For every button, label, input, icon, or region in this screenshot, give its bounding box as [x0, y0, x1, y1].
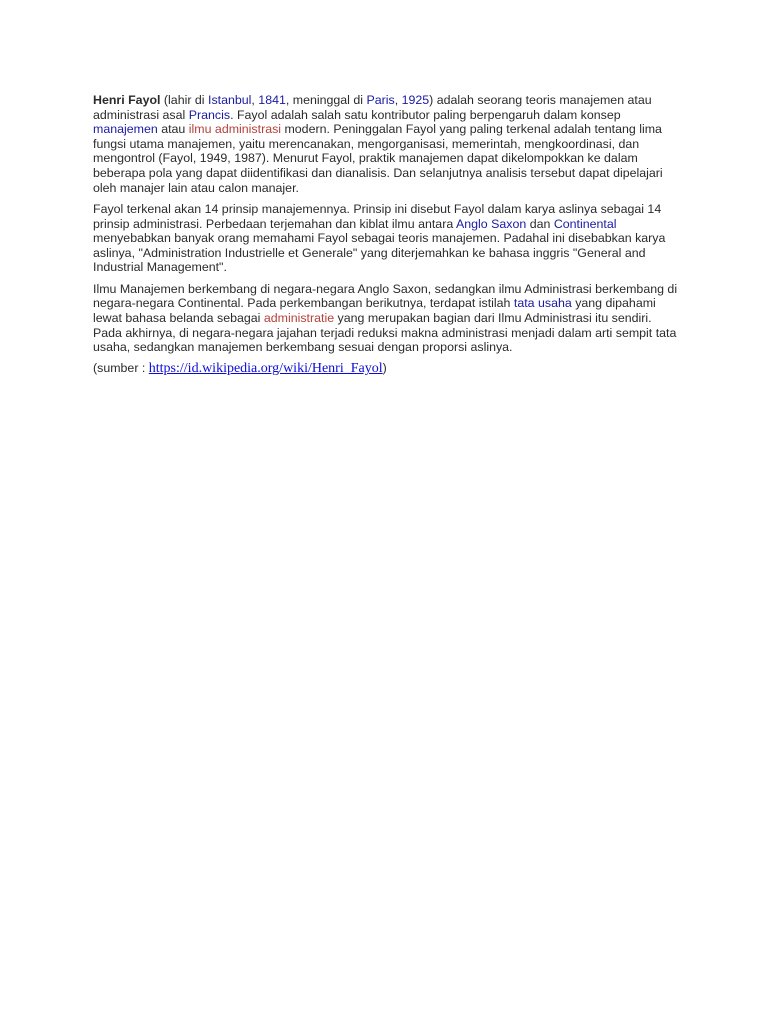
subject-name: Henri Fayol — [93, 93, 161, 107]
text-run: (lahir di — [160, 93, 208, 107]
text-run: atau — [157, 122, 189, 137]
text-run: Fayol terkenal akan 14 prinsip manajemennya. Prinsip ini disebut Fayol dalam karya aslinya sebagai 14 prinsip administrasi. Perbedaan terjemahan dan kiblat ilmu antara — [93, 201, 662, 231]
link-prancis[interactable]: Prancis — [188, 107, 231, 122]
text-run: menyebabkan banyak orang memahami Fayol sebagai teoris manajemen. Padahal ini disebabkan karya aslinya, "Administration Industrielle et Generale" yang diterjemahkan ke bahasa inggris "General and Industrial Management". — [93, 231, 666, 275]
link-tata-usaha[interactable]: tata usaha — [513, 296, 572, 311]
text-run: . Fayol adalah salah satu kontributor paling berpengaruh dalam konsep — [230, 107, 621, 122]
text-run: Ilmu Manajemen berkembang di negara-negara Anglo Saxon, sedangkan ilmu Administrasi berkembang di negara-negara Continental. Pada perkembangan berikutnya, terdapat istilah — [93, 281, 678, 311]
paragraph-1 — [93, 93, 683, 195]
link-paris[interactable]: Paris — [366, 93, 395, 107]
link-1925[interactable]: 1925 — [401, 93, 430, 107]
link-anglo-saxon[interactable]: Anglo Saxon — [455, 216, 527, 231]
text-run: yang dipahami lewat bahasa belanda sebagai — [93, 296, 656, 325]
text-run: , meninggal di — [285, 93, 367, 107]
text-run: yang merupakan bagian dari Ilmu Administrasi itu sendiri. Pada akhirnya, di negara-negara jajahan terjadi reduksi makna administrasi menjadi dalam arti sempit tata usaha, sedangkan manajemen berkembang sesuai dengan proporsi aslinya. — [93, 310, 677, 355]
link-manajemen[interactable]: manajemen — [93, 122, 158, 137]
text-run: , — [251, 93, 259, 107]
paragraph-3 — [93, 282, 683, 355]
text-run: ) adalah seorang teoris manajemen atau administrasi asal — [93, 93, 652, 122]
source-link[interactable]: https://id.wikipedia.org/wiki/Henri_Fayol — [148, 361, 383, 377]
paragraph-2 — [93, 202, 683, 275]
link-administratie[interactable]: administratie — [263, 310, 335, 325]
link-istanbul[interactable]: Istanbul — [208, 93, 252, 107]
link-1841[interactable]: 1841 — [258, 93, 286, 107]
source-suffix: ) — [382, 361, 387, 376]
text-run: modern. Peninggalan Fayol yang paling terkenal adalah tentang lima fungsi utama manajemen, yaitu merencanakan, mengorganisasi, memerintah, mengkoordinasi, dan mengontrol (Fayol, 1949, 1987). Menurut Fayol, praktik manajemen dapat dikelompokkan ke dalam beberapa pola yang dapat diidentifikasi dan dianalisis. Dan selanjutnya analisis tersebut dapat dipelajari oleh manajer lain atau calon manajer. — [93, 122, 663, 195]
text-run: , — [394, 93, 402, 107]
article-body — [93, 93, 683, 384]
source-prefix: (sumber : — [93, 361, 149, 376]
text-run: dan — [526, 216, 554, 231]
link-ilmu-administrasi[interactable]: ilmu administrasi — [188, 122, 282, 137]
link-continental[interactable]: Continental — [553, 216, 617, 231]
source-line — [93, 361, 683, 377]
